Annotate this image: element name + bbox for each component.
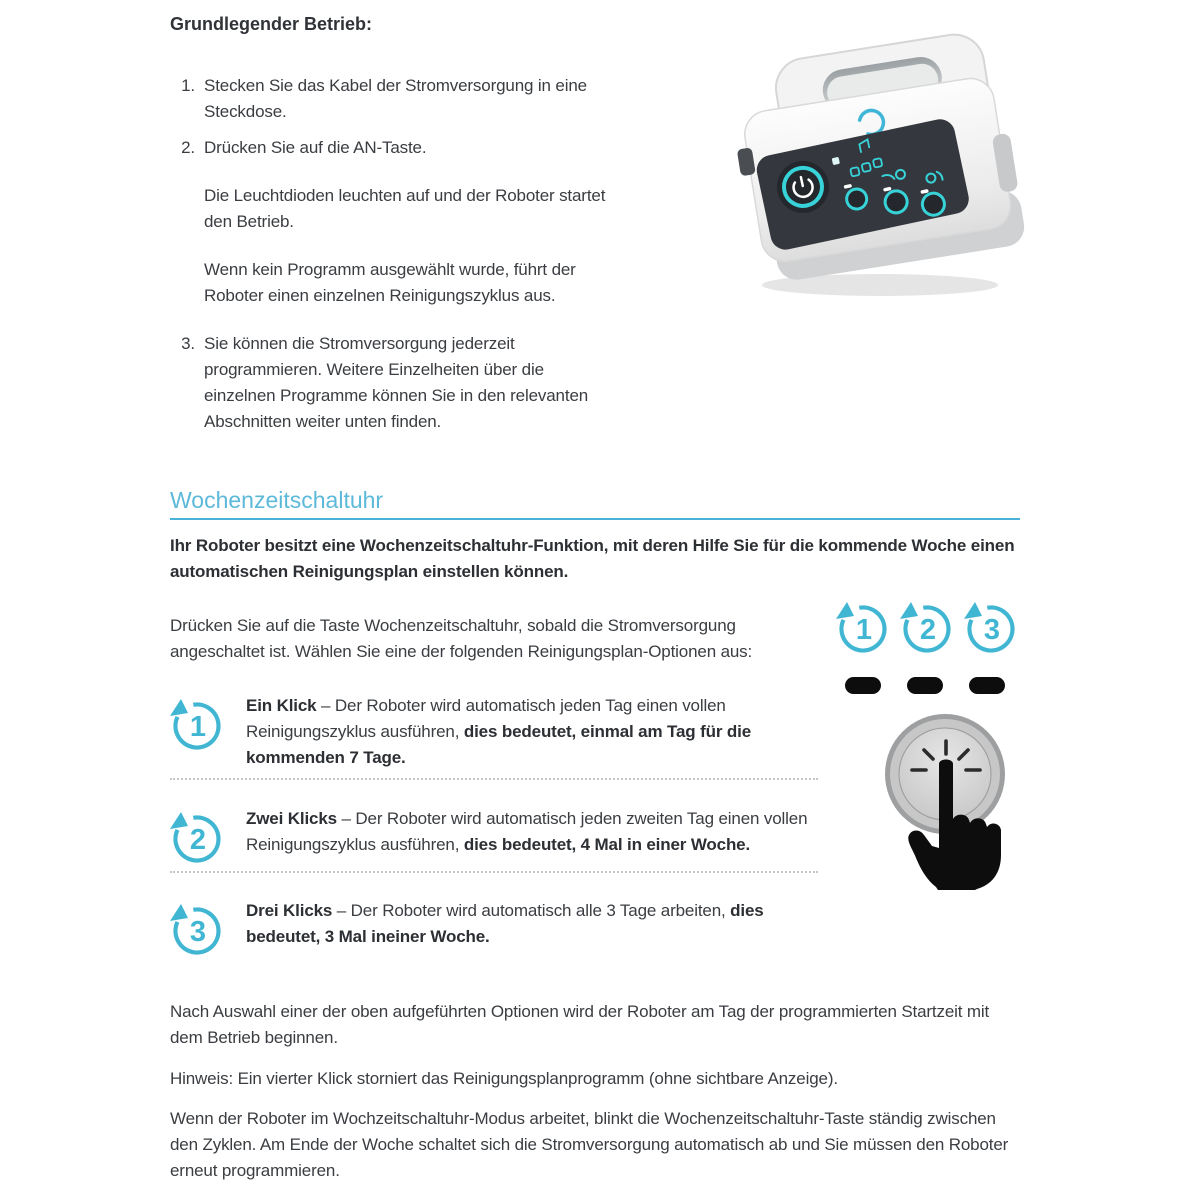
option-one-body: – Der Roboter wird automatisch jeden Tag einen vollen Reinigungszyklus ausführen,	[246, 696, 726, 741]
option-three-body: – Der Roboter wird automatisch alle 3 Tage arbeiten,	[332, 901, 731, 920]
step-2-text: Drücken Sie auf die AN-Taste.	[204, 138, 427, 157]
option-two-body: – Der Roboter wird automatisch jeden zweiten Tag einen vollen Reinigungszyklus ausführen,	[246, 809, 808, 854]
option-two-text	[246, 806, 812, 866]
option-one-label: Ein Klick	[246, 696, 317, 715]
closing-paragraph-2: Hinweis: Ein vierter Klick storniert das Reinigungsplanprogramm (ohne sichtbare Anzeige).	[170, 1069, 838, 1088]
step-3	[170, 331, 770, 435]
option-two-clicks	[170, 806, 812, 866]
option-one-text	[246, 693, 812, 771]
step-2-paragraph-1: Die Leuchtdioden leuchten auf und der Roboter startet den Betrieb.	[204, 186, 606, 231]
section-weekly-timer	[170, 487, 1040, 1200]
cycle-1-number: 1	[189, 711, 207, 743]
option-three-bold: dies bedeutet, 3 Mal ineiner Woche.	[246, 901, 764, 946]
dotted-divider	[170, 871, 818, 873]
cycle-1-icon	[170, 695, 224, 753]
cycle-3-icon	[170, 900, 224, 958]
option-three-label: Drei Klicks	[246, 901, 333, 920]
option-three-clicks	[170, 898, 812, 958]
indicator-icon	[832, 157, 840, 165]
step-1-text: Stecken Sie das Kabel der Stromversorgung in eine Steckdose.	[204, 76, 587, 121]
weekly-intro-bold: Ihr Roboter besitzt eine Wochenzeitschaltuhr-Funktion, mit deren Hilfe Sie für die kommende Woche einen automatischen Reinigungsplan einstellen können.	[170, 536, 1015, 581]
cycle-2-icon	[170, 808, 224, 866]
step-1-number: 1.	[181, 76, 195, 95]
cycle-3-number: 3	[189, 916, 207, 948]
cycle-2-number: 2	[919, 614, 937, 646]
step-1	[170, 73, 770, 125]
step-2-number: 2.	[181, 138, 195, 157]
closing-paragraph-3: Wenn der Roboter im Wochzeitschaltuhr-Modus arbeitet, blinkt die Wochenzeitschaltuhr-Taste ständig zwischen den Zyklen. Am Ende der Woche schaltet sich die Stromversorgung automatisch ab und Sie müssen den Roboter erneut programmieren.	[170, 1109, 1009, 1180]
led-pill-1	[845, 677, 881, 694]
step-3-number: 3.	[181, 334, 195, 353]
weekly-heading: Wochenzeitschaltuhr	[170, 487, 384, 513]
led-pill-2	[907, 677, 943, 694]
option-one-click	[170, 693, 812, 771]
cycle-1-icon	[836, 598, 890, 656]
cycle-2-icon	[900, 598, 954, 656]
step-3-text: Sie können die Stromversorgung jederzeit programmieren. Weitere Einzelheiten über die einzelnen Programme können Sie in den relevanten Abschnitten weiter unten finden.	[204, 334, 589, 431]
dotted-divider	[170, 778, 818, 780]
hand-press-icon	[870, 708, 1020, 890]
closing-paragraph-1: Nach Auswahl einer der oben aufgeführten Optionen wird der Roboter am Tag der programmierten Startzeit mit dem Betrieb beginnen.	[170, 1002, 990, 1047]
cycle-3-icon	[964, 598, 1018, 656]
led-pill-3	[969, 677, 1005, 694]
button-press-illustration	[870, 708, 1020, 895]
power-supply-illustration	[712, 32, 1042, 312]
option-two-bold: dies bedeutet, 4 Mal in einer Woche.	[463, 835, 751, 854]
option-two-label: Zwei Klicks	[246, 809, 337, 828]
cycle-3-number: 3	[983, 614, 1001, 646]
step-2-paragraph-2: Wenn kein Programm ausgewählt wurde, führt der Roboter einen einzelnen Reinigungszyklus aus.	[204, 260, 576, 305]
cycle-icons-row	[836, 598, 1018, 656]
heading-underline	[170, 518, 1020, 520]
step-2	[170, 135, 770, 161]
cycle-2-number: 2	[189, 824, 207, 856]
option-one-bold: dies bedeutet, einmal am Tag für die kommenden 7 Tage.	[246, 722, 752, 767]
basic-heading: Grundlegender Betrieb:	[170, 14, 373, 34]
weekly-intro: Drücken Sie auf die Taste Wochenzeitschaltuhr, sobald die Stromversorgung angeschaltet ist. Wählen Sie eine der folgenden Reinigungsplan-Optionen aus:	[170, 616, 753, 661]
option-three-text	[246, 898, 812, 958]
section-basic-operation	[170, 13, 770, 445]
cycle-1-number: 1	[855, 614, 873, 646]
power-supply-image	[712, 32, 1042, 307]
